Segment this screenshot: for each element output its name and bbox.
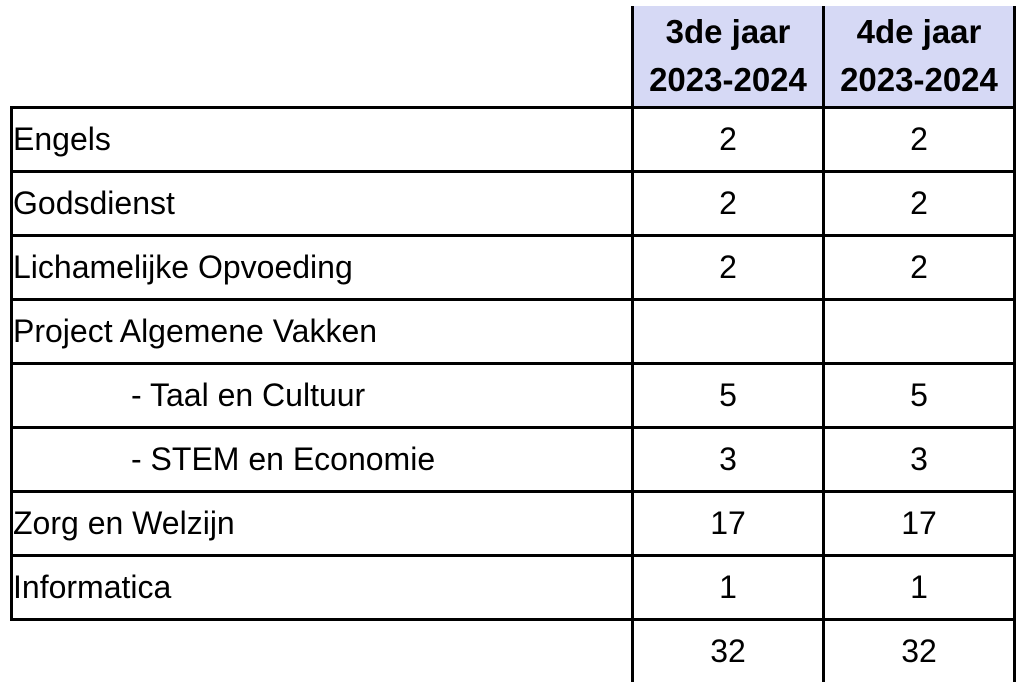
table-row xyxy=(12,236,1015,300)
hours-year-3: 3 xyxy=(633,428,824,492)
lesson-hours-table xyxy=(10,6,1016,682)
hours-year-4: 2 xyxy=(824,236,1015,300)
header-empty-cell xyxy=(12,6,633,108)
header-row xyxy=(12,6,1015,108)
subject-cell: Lichamelijke Opvoeding xyxy=(12,236,633,300)
header-year-3-period: 2023-2024 xyxy=(649,61,807,98)
subject-cell: - STEM en Economie xyxy=(12,428,633,492)
hours-year-4: 2 xyxy=(824,172,1015,236)
table-row xyxy=(12,300,1015,364)
hours-year-4 xyxy=(824,300,1015,364)
subject-cell: Zorg en Welzijn xyxy=(12,492,633,556)
subject-cell: Godsdienst xyxy=(12,172,633,236)
hours-year-3: 1 xyxy=(633,556,824,620)
header-year-4-label: 4de jaar xyxy=(856,13,982,51)
hours-year-4: 17 xyxy=(824,492,1015,556)
hours-year-4: 1 xyxy=(824,556,1015,620)
header-year-4 xyxy=(824,6,1015,108)
total-year-3: 32 xyxy=(633,620,824,683)
table-row xyxy=(12,428,1015,492)
subject-cell: Project Algemene Vakken xyxy=(12,300,633,364)
hours-year-3: 17 xyxy=(633,492,824,556)
header-year-3-label: 3de jaar xyxy=(665,13,791,51)
table-row xyxy=(12,556,1015,620)
subject-cell: - Taal en Cultuur xyxy=(12,364,633,428)
table-row xyxy=(12,492,1015,556)
hours-year-3: 2 xyxy=(633,172,824,236)
table-row xyxy=(12,108,1015,172)
header-year-4-period: 2023-2024 xyxy=(840,61,998,98)
subject-cell: Engels xyxy=(12,108,633,172)
total-year-4: 32 xyxy=(824,620,1015,683)
table-row xyxy=(12,172,1015,236)
total-row xyxy=(12,620,1015,683)
hours-year-3 xyxy=(633,300,824,364)
hours-year-3: 5 xyxy=(633,364,824,428)
hours-year-3: 2 xyxy=(633,236,824,300)
hours-year-3: 2 xyxy=(633,108,824,172)
subject-cell: Informatica xyxy=(12,556,633,620)
hours-year-4: 2 xyxy=(824,108,1015,172)
hours-year-4: 5 xyxy=(824,364,1015,428)
total-empty-cell xyxy=(12,620,633,683)
table-row xyxy=(12,364,1015,428)
header-year-3 xyxy=(633,6,824,108)
hours-year-4: 3 xyxy=(824,428,1015,492)
